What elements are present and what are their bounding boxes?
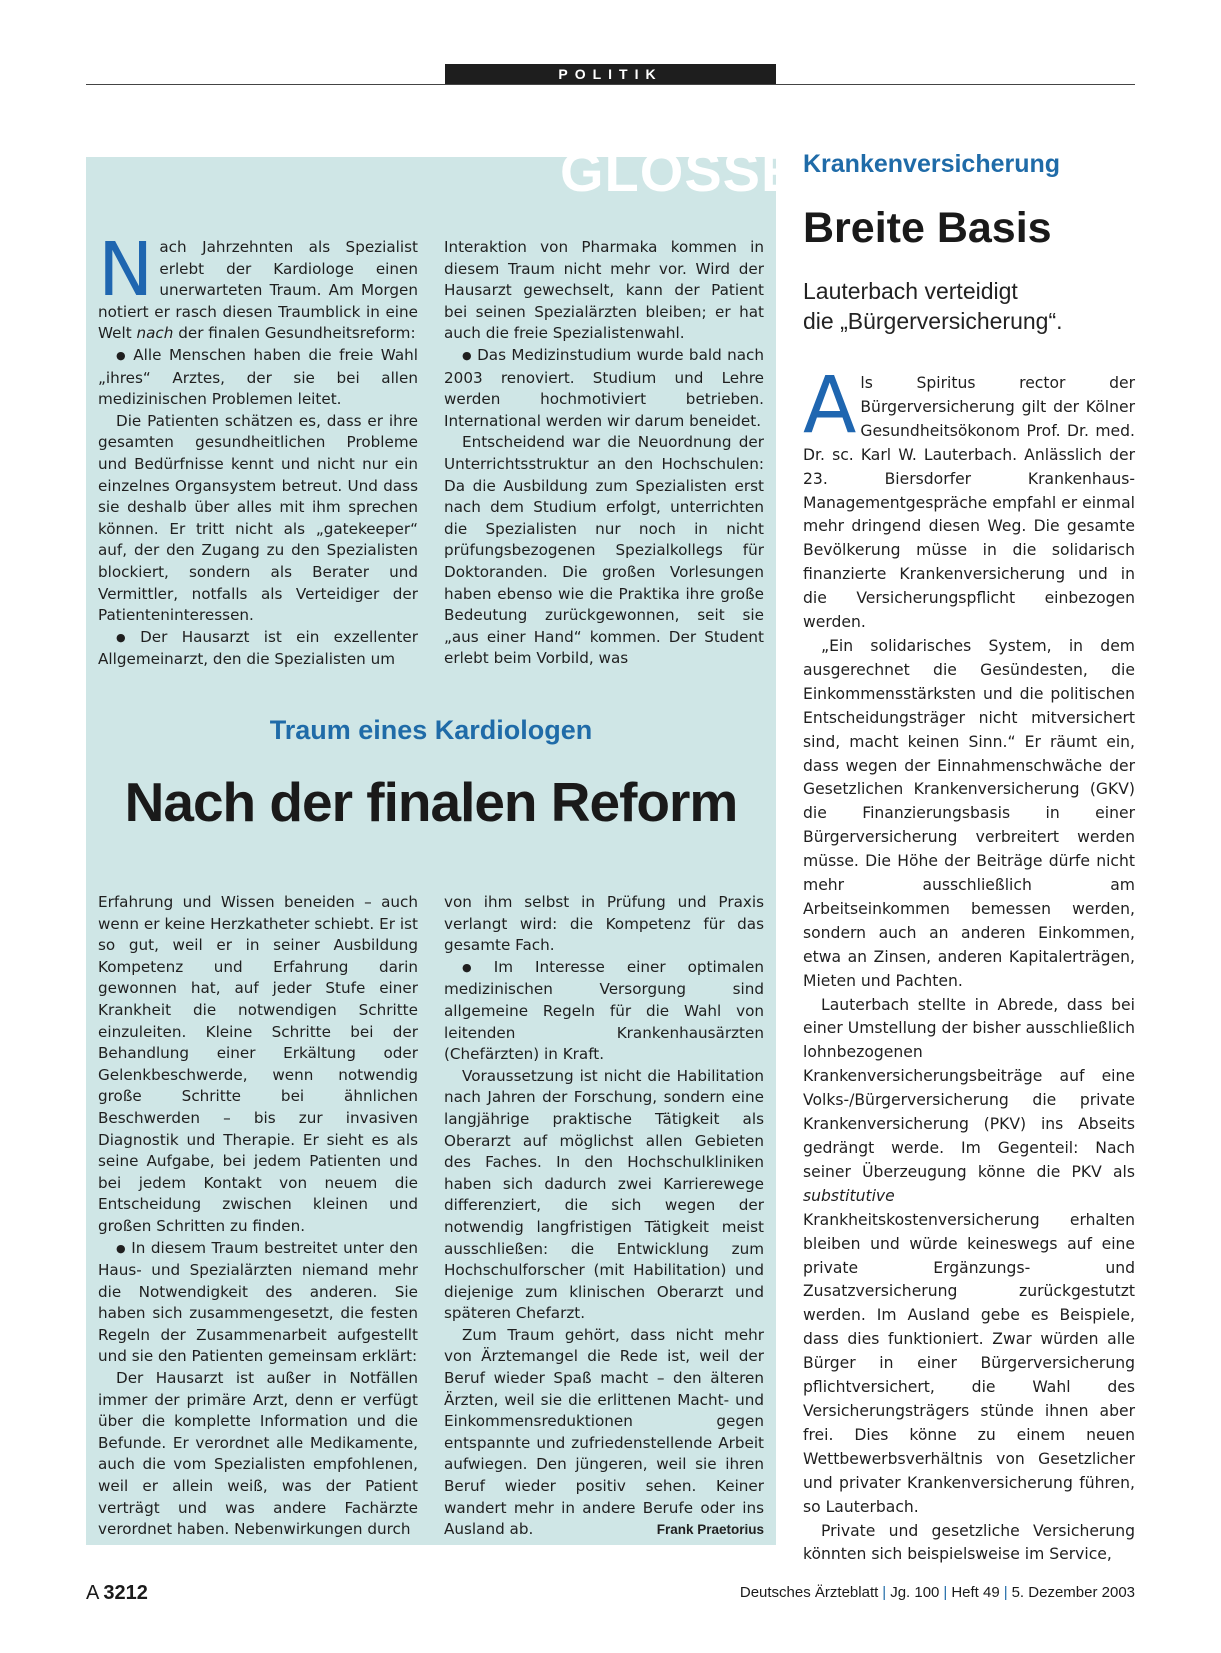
paragraph	[803, 635, 1135, 994]
paragraph-text: Im Interesse einer optimalen medizinischen Versorgung sind allgemeine Regeln für die Wahl von leitenden Krankenhausärzten (Chefärzten) in Kraft.	[444, 957, 764, 1064]
paragraph	[98, 227, 418, 345]
page-number-value: 3212	[103, 1582, 148, 1604]
paragraph-text: Das Medizinstudium wurde bald nach 2003 renoviert. Studium und Lehre werden hochmotiviert betrieben. International werden wir darum beneidet.	[444, 345, 764, 430]
bullet-paragraph	[98, 627, 418, 671]
page-prefix: A	[86, 1582, 100, 1604]
bullet-paragraph	[98, 1238, 418, 1369]
paragraph-text: In diesem Traum bestreitet unter den Haus- und Spezialärzten niemand mehr die Notwendigkeit des anderen. Sie haben sich zusammengesetzt, die festen Regeln der Zusammenarbeit aufgestellt und sie den Patienten gemeinsam erklärt:	[98, 1238, 418, 1366]
paragraph	[98, 411, 418, 627]
paragraph-text-continued: Krankheitskostenversicherung erhalten bleiben und würde keineswegs auf eine private Ergänzungs- und Zusatzversicherung zurückgestutzt werden. Im Ausland gebe es Beispiele, dass dies funktioniert. Zwar würden alle Bürger in einer Bürgerversicherung pflichtversichert, die Wahl des Versicherungsträgers stünde ihnen aber frei. Dies könne zu einem neuen Wettbewerbsverhältnis von Gesetzlicher und privater Krankenversicherung führen, so Lauterbach.	[803, 1210, 1135, 1516]
paragraph	[98, 1368, 418, 1541]
paragraph	[444, 892, 764, 957]
journal-info: Deutsches Ärzteblatt | Jg. 100 | Heft 49 | 5. Dezember 2003	[739, 1584, 1135, 1601]
paragraph	[98, 892, 418, 1238]
journal-name: Deutsches Ärzteblatt	[739, 1584, 879, 1601]
section-tag: POLITIK	[445, 64, 776, 85]
glosse-kicker: Traum eines Kardiologen	[269, 715, 593, 745]
paragraph	[803, 1520, 1135, 1568]
paragraph-text: Erfahrung und Wissen beneiden – auch wenn er keine Herzkatheter schiebt. Er ist so gut, weil er in seiner Ausbildung Kompetenz und Erfahrung darin gewonnen hat, auf jeder Stufe einer Krankheit die notwendigen Schritte einzuleiten. Kleine Schritte bei der Behandlung einer Erkältung oder Gelenkbeschwerde, wenn notwendig große Schritte bei ähnlichen Beschwerden – bis zur invasiven Diagnostik und Therapie. Er sieht es als seine Aufgabe, bei jedem Patienten und bei jedem Kontakt von neuem die Entscheidung zwischen kleinen und großen Schritten zu finden.	[98, 893, 418, 1235]
paragraph-text: Alle Menschen haben die freie Wahl „ihres“ Arztes, der sie bei allen medizinischen Problemen leitet.	[98, 345, 418, 409]
paragraph-text: Lauterbach stellte in Abrede, dass bei einer Umstellung der bisher ausschließlich lohnbezogenen Krankenversicherungsbeiträge auf eine Volks-/Bürgerversicherung die private Krankenversicherung (PKV) ins Abseits gedrängt werde. Im Gegenteil: Nach seiner Überzeugung könne die PKV als	[803, 995, 1135, 1181]
drop-cap: A	[803, 361, 857, 451]
emphasis-text: substitutive	[803, 1186, 895, 1205]
glosse-column-3	[98, 892, 418, 1539]
glosse-column-2	[444, 237, 764, 677]
subtitle-line-1: Lauterbach verteidigt	[803, 278, 1018, 304]
glosse-headline: Nach der finalen Reform	[124, 771, 738, 833]
page-number	[86, 1582, 148, 1605]
glosse-label: GLOSSE	[560, 140, 800, 203]
paragraph-text: Interaktion von Pharmaka kommen in diesem Traum nicht mehr vor. Wird der Hausarzt gewechselt, kann der Patient bei seinen Spezialärzten bleiben; er hat auch die freie Spezialistenwahl.	[444, 238, 764, 343]
glosse-column-1	[98, 227, 418, 677]
paragraph-text: Entscheidend war die Neuordnung der Unterrichtsstruktur an den Hochschulen: Da die Ausbildung zum Spezialisten erst nach dem Studium erfolgt, unterrichten die Spezialisten nur noch in nicht prüfungsbezogenen Spezialkollegs für Doktoranden. Die großen Vorlesungen haben ebenso wie die Praktika ihre große Bedeutung zurückgewonnen, seit sie „aus einer Hand“ kommen. Der Student erlebt beim Vorbild, was	[444, 433, 764, 668]
paragraph-text: Private und gesetzliche Versicherung könnten sich beispielsweise im Service,	[803, 1521, 1135, 1564]
paragraph-text: von ihm selbst in Prüfung und Praxis verlangt wird: die Kompetenz für das gesamte Fach.	[444, 893, 764, 955]
paragraph-text: ls Spiritus rector der Bürgerversicherung gilt der Kölner Gesundheitsökonom Prof. Dr. med. Dr. sc. Karl W. Lauterbach. Anlässlich der 23. Biersdorfer Krankenhaus-Managementgespräche empfahl er einmal mehr dringend diesen Weg. Die gesamte Bevölkerung müsse in die solidarisch finanzierte Krankenversicherung und in die Versicherungspflicht einbezogen werden.	[803, 374, 1135, 632]
paragraph	[444, 237, 764, 345]
paragraph-text: Der Hausarzt ist außer in Notfällen immer der primäre Arzt, denn er verfügt über die komplette Information und die Befunde. Er verordnet alle Medikamente, auch die vom Spezialisten empfohlenen, weil er allein weiß, was der Patient verträgt und was andere Fachärzte verordnet haben. Nebenwirkungen durch	[98, 1369, 418, 1539]
paragraph-text: ach Jahrzehnten als Spezialist erlebt der Kardiologe einen unerwarteten Traum. Am Morgen notiert er rasch diesen Traumblick in eine Welt	[98, 238, 418, 343]
bullet-paragraph	[444, 345, 764, 432]
paragraph	[444, 1325, 764, 1541]
paragraph-text: Der Hausarzt ist ein exzellenter Allgemeinarzt, den die Spezialisten um	[98, 627, 418, 669]
paragraph-text: „Ein solidarisches System, in dem ausgerechnet die Gesündesten, die Einkommensstärksten und die politischen Entscheidungsträger nicht mitversichert sind, macht keinen Sinn.“ Er räumt ein, dass wegen der Einnahmenschwäche der Gesetzlichen Krankenversicherung (GKV) die Finanzierungsbasis in einer Bürgerversicherung verbreitert werden müsse. Die Höhe der Beiträge dürfe nicht mehr ausschließlich am Arbeitseinkommen bemessen werden, sondern auch an anderen Einkommen, etwa an Zinsen, anderen Kapitalerträgen, Mieten und Pachten.	[803, 636, 1135, 990]
article-headline: Breite Basis	[803, 204, 1052, 252]
bullet-paragraph	[98, 345, 418, 411]
article-subtitle	[803, 276, 1133, 336]
glosse-column-4	[444, 892, 764, 1539]
subtitle-line-2: die „Bürgerversicherung“.	[803, 308, 1063, 334]
journal-issue: Heft 49	[951, 1584, 1000, 1601]
paragraph	[803, 361, 1135, 635]
bullet-paragraph	[444, 957, 764, 1066]
paragraph-text: Voraussetzung ist nicht die Habilitation nach Jahren der Forschung, sondern eine langjährige praktische Tätigkeit als Oberarzt auf möglichst allen Gebieten des Faches. In den Hochschulkliniken haben sich dadurch zwei Karrierewege differenziert, die sich wegen der notwendig langfristigen Tätigkeit meist ausschließen: die Entwicklung zum Hochschulforscher (mit Habilitation) und diejenige zum klinischen Oberarzt und späteren Chefarzt.	[444, 1066, 764, 1323]
paragraph-text: Die Patienten schätzen es, dass er ihre gesamten gesundheitlichen Probleme und Bedürfnisse kennt und nicht nur ein einzelnes Organsystem betreut. Und dass sie deshalb über alles mit ihm sprechen können. Er tritt nicht als „gatekeeper“ auf, der den Zugang zu den Spezialisten blockiert, sondern als Berater und Vermittler, notfalls als Verteidiger der Patienteninteressen.	[98, 411, 418, 625]
paragraph-text: Zum Traum gehört, dass nicht mehr von Ärztemangel die Rede ist, weil der Beruf wieder Spaß macht – den älteren Ärzten, weil sie die erlittenen Macht- und Einkommensreduktionen gegen entspannte und zufriedenstellende Arbeit aufwiegen. Den jüngeren, weil sie ihren Beruf wieder positiv sehen. Keiner wandert mehr in andere Berufe oder ins Ausland ab.	[444, 1325, 764, 1539]
journal-volume: Jg. 100	[890, 1584, 940, 1601]
article-body	[803, 361, 1135, 1564]
header-rule	[86, 84, 1135, 85]
emphasis-text: nach	[136, 324, 174, 343]
paragraph	[444, 1066, 764, 1325]
author-name: Frank Praetorius	[656, 1522, 764, 1538]
paragraph	[444, 432, 764, 670]
article-kicker: Krankenversicherung	[803, 150, 1061, 178]
paragraph	[803, 994, 1135, 1520]
paragraph-text-continued: der finalen Gesundheitsreform:	[173, 324, 416, 343]
drop-cap: N	[98, 227, 154, 313]
journal-date: 5. Dezember 2003	[1011, 1584, 1135, 1601]
